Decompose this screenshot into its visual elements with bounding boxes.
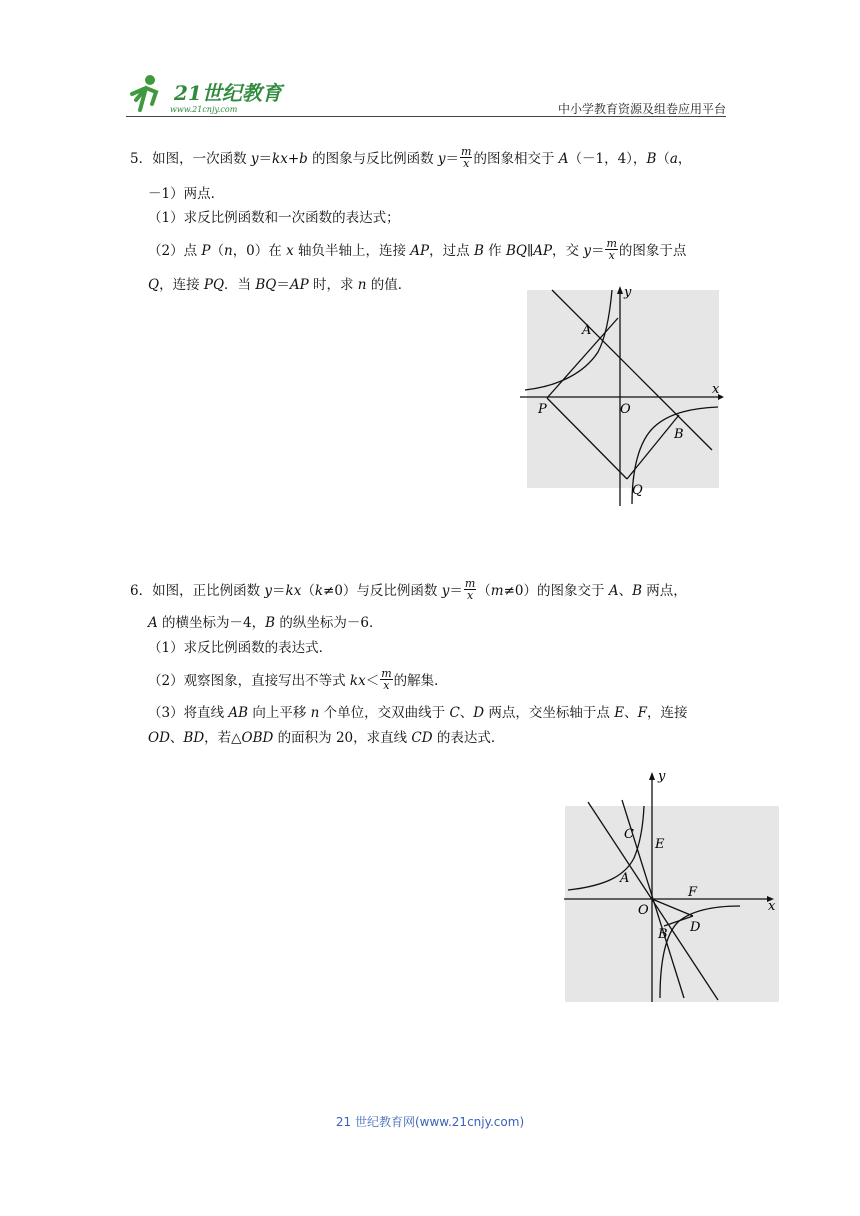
runner-icon (132, 75, 156, 110)
y-arrow-icon (649, 772, 655, 780)
logo (126, 70, 296, 116)
q5-figure (520, 282, 730, 510)
header-divider (126, 116, 726, 117)
q6-part-3-cont: OD、BD，若△OBD 的面积为 20，求直线 CD 的表达式． (148, 730, 505, 746)
label-F: F (688, 885, 698, 900)
q5-line-1: 5．如图，一次函数 y＝kx+b 的图象与反比例函数 y＝ $\frac{m}{x}$ 的图象相交于 A（－1，4），B（a， (130, 145, 692, 170)
fraction: $\frac{m}{x}$ (461, 145, 472, 170)
platform-label: 中小学教育资源及组卷应用平台 (557, 102, 726, 116)
fraction: $\frac{m}{x}$ (606, 237, 617, 262)
q5-part-2-cont: Q，连接 PQ．当 BQ＝AP 时，求 n 的值． (148, 277, 412, 293)
q6-part-3: （3）将直线 AB 向上平移 n 个单位，交双曲线于 C、D 两点，交坐标轴于点 E、F，连接 (148, 705, 688, 721)
label-E: E (655, 837, 665, 852)
q5-part-2: （2）点 P（n，0）在 x 轴负半轴上，连接 AP，过点 B 作 BQ∥AP，交 y＝ $\frac{m}{x}$ 的图象于点 (148, 237, 687, 262)
page-header (126, 66, 726, 118)
label-Q: Q (632, 483, 643, 498)
label-A: A (620, 871, 630, 886)
page-footer[interactable]: 21 世纪教育网(www.21cnjy.com) (335, 1115, 525, 1129)
label-O: O (620, 402, 631, 417)
fraction: $\frac{m}{x}$ (464, 577, 476, 602)
label-B: B (658, 927, 668, 942)
label-P: P (538, 402, 547, 417)
q6-line-2: A 的横坐标为－4，B 的纵坐标为－6． (148, 615, 383, 631)
label-O: O (638, 903, 649, 918)
q6-line-1: 6．如图，正比例函数 y＝kx（k≠0）与反比例函数 y＝ $\frac{m}{x}$ （m≠0）的图象交于 A、B 两点， (130, 577, 687, 602)
q6-part-2: （2）观察图象，直接写出不等式 kx＜ $\frac{m}{x}$ 的解集． (148, 667, 448, 692)
label-x: x (768, 899, 776, 914)
q6-part-1: （1）求反比例函数的表达式． (148, 640, 333, 656)
fraction: $\frac{m}{x}$ (381, 667, 392, 692)
logo-text: 21世纪教育 (174, 81, 282, 105)
label-y: y (624, 285, 632, 300)
logo-url: www.21cnjy.com (170, 105, 238, 114)
label-B: B (674, 427, 684, 442)
label-y: y (658, 769, 666, 784)
q5-line-2: －1）两点． (148, 186, 225, 202)
label-C: C (624, 827, 634, 842)
q5-part-1: （1）求反比例函数和一次函数的表达式； (148, 210, 400, 226)
figure-background (565, 806, 779, 1002)
label-A: A (582, 323, 592, 338)
label-D: D (690, 920, 701, 935)
q6-figure (560, 766, 784, 1006)
label-x: x (712, 382, 720, 397)
